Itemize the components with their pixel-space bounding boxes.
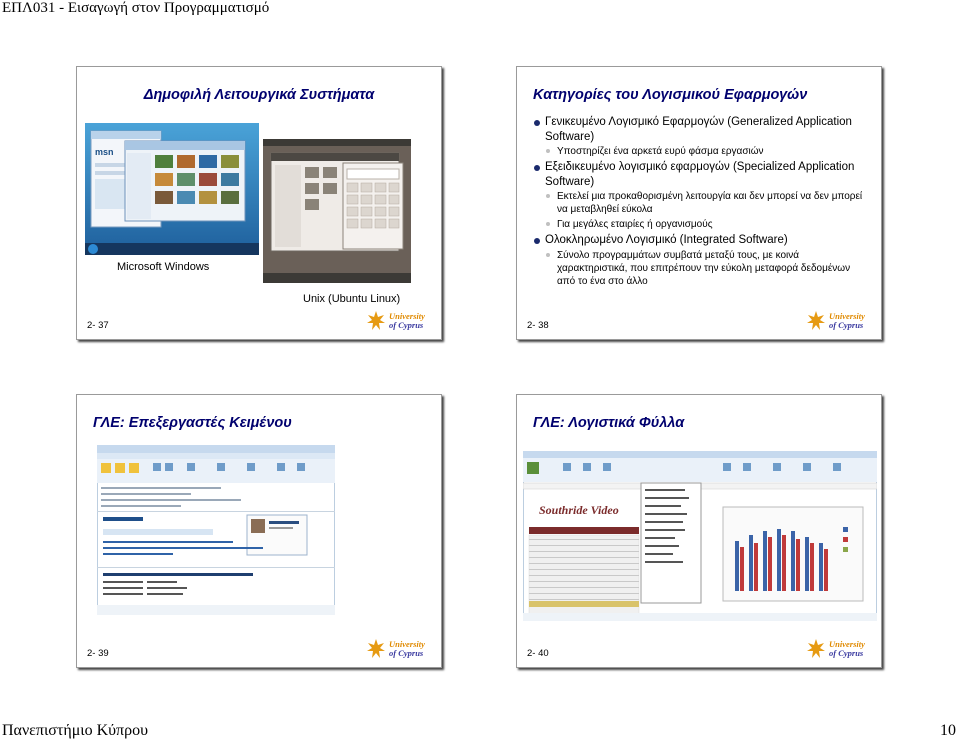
windows-caption: Microsoft Windows [117,261,210,273]
bullet-item: Ολοκληρωμένο Λογισμικό (Integrated Software) [533,233,871,248]
ubuntu-caption: Unix (Ubuntu Linux) [303,293,401,305]
slide-38 [516,66,882,340]
university-logo: University of Cyprus [365,309,435,333]
bullet-item: Γενικευμένο Λογισμικό Εφαρμογών (Generalized Application Software) [533,115,871,144]
sub-bullet-item: Σύνολο προγραμμάτων συμβατά μεταξύ τους, με κοινά χαρακτηριστικά, που επιτρέπουν την εύκολη μεταφορά δεδομένων από το ένα στο άλλο [533,249,871,288]
sub-bullet-item: Εκτελεί μια προκαθορισμένη λειτουργία και δεν μπορεί να δεν μπορεί να μεταβληθεί εύκολα [533,190,871,216]
slide-40 [516,394,882,668]
university-logo: University of Cyprus [805,309,875,333]
university-logo: University of Cyprus [365,637,435,661]
slide-title: Κατηγορίες του Λογισμικού Εφαρμογών [533,87,808,103]
svg-text:msn: msn [95,147,114,157]
ubuntu-screenshot [263,139,411,283]
slide-number: 2- 40 [527,648,549,659]
slide-title: ΓΛΕ: Λογιστικά Φύλλα [533,415,685,431]
outlook-screenshot [97,445,335,615]
university-crest-icon [365,637,387,661]
page-footer: Πανεπιστήμιο Κύπρου [2,722,149,739]
spreadsheet-title: Southride Video [539,503,619,517]
slide-37 [76,66,442,340]
slide-39 [76,394,442,668]
slide-number: 2- 39 [87,648,109,659]
university-crest-icon [805,637,827,661]
slide-number: 2- 38 [527,320,549,331]
bullet-list [533,115,871,290]
windows-screenshot [85,123,259,255]
excel-screenshot [523,451,877,621]
bullet-item: Εξειδικευμένο λογισμικό εφαρμογών (Specialized Application Software) [533,160,871,189]
slide-title: Δημοφιλή Λειτουργικά Συστήματα [143,87,375,103]
university-crest-icon [805,309,827,333]
slide-number: 2- 37 [87,320,109,331]
page-number: 10 [940,722,956,739]
sub-bullet-item: Υποστηρίζει ένα αρκετά ευρύ φάσμα εργασιών [533,145,871,158]
sub-bullet-item: Για μεγάλες εταιρίες ή οργανισμούς [533,218,871,231]
page-header: ΕΠΛ031 - Εισαγωγή στον Προγραμματισμό [2,0,270,16]
university-crest-icon [365,309,387,333]
slide-title: ΓΛΕ: Επεξεργαστές Κειμένου [93,415,292,431]
university-logo: University of Cyprus [805,637,875,661]
